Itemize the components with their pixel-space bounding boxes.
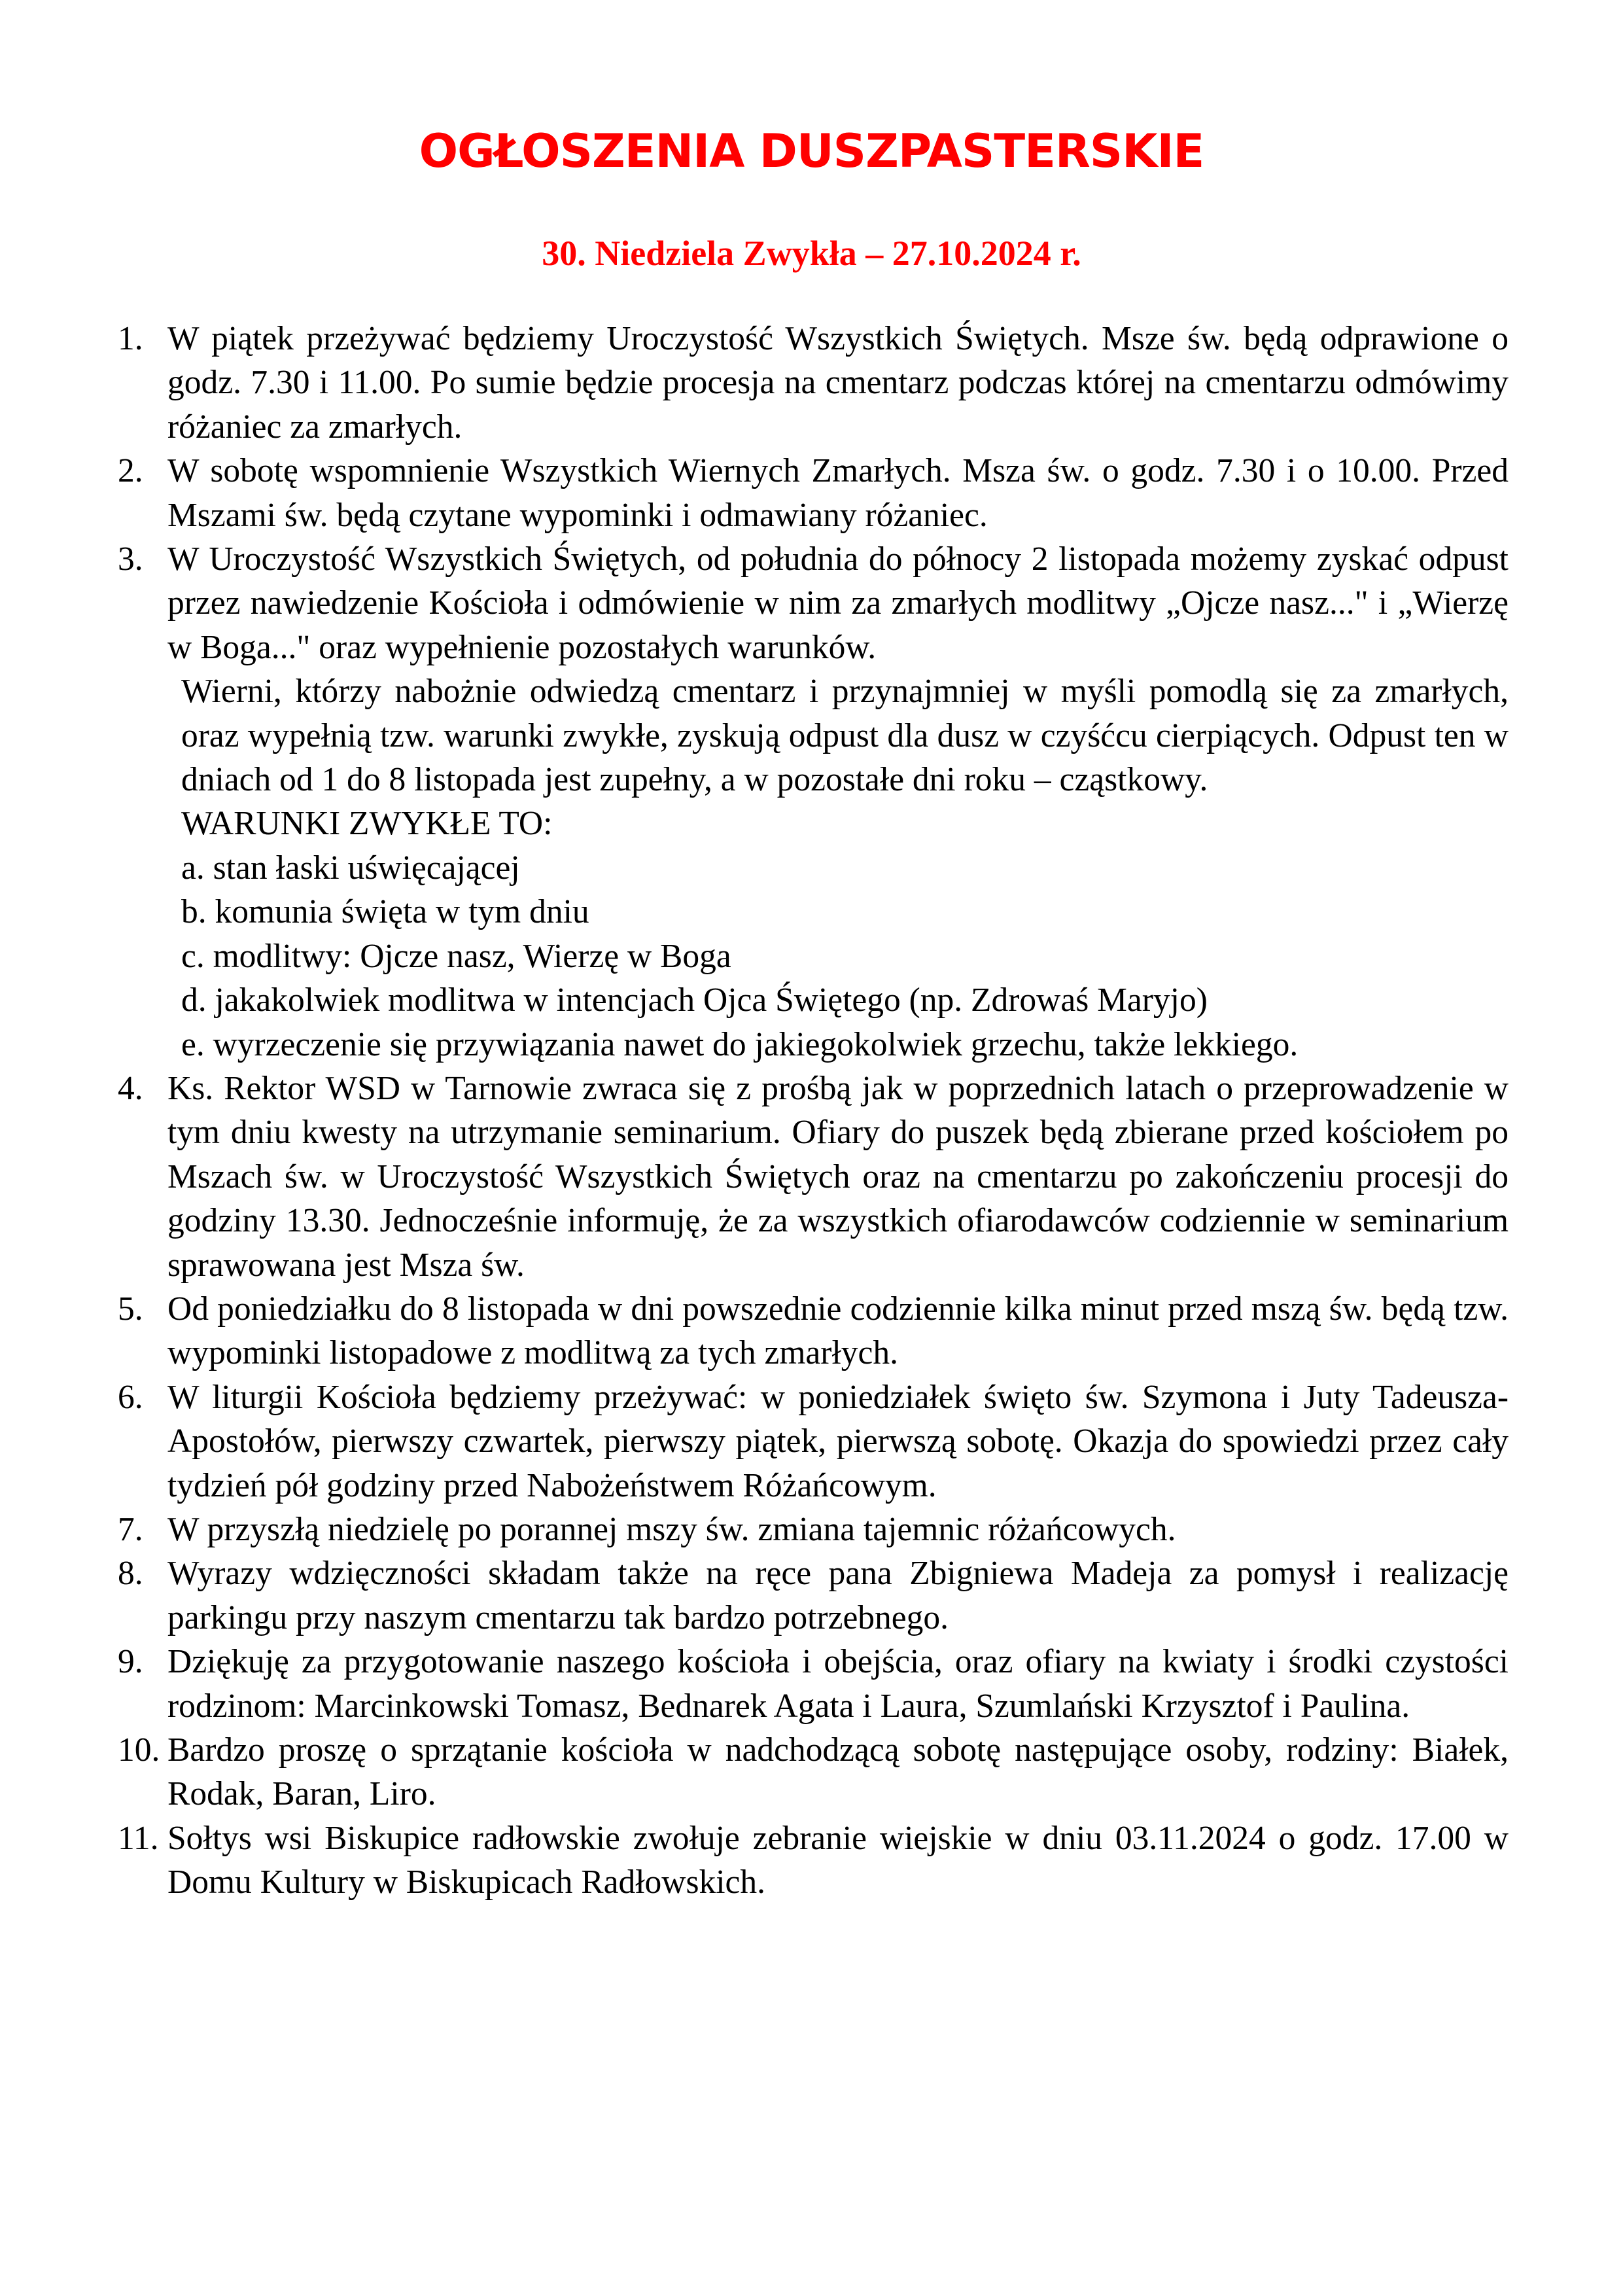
announcement-item-11 <box>118 1816 1509 1905</box>
condition-c: c. modlitwy: Ojcze nasz, Wierzę w Boga <box>181 937 731 975</box>
page-subtitle: 30. Niedziela Zwykła – 27.10.2024 r. <box>542 234 1081 273</box>
item-number: 2. <box>118 452 143 490</box>
item-number: 7. <box>118 1510 143 1548</box>
announcement-item-10 <box>118 1728 1509 1816</box>
announcement-item-6 <box>118 1375 1509 1508</box>
page-title: OGŁOSZENIA DUSZPASTERSKIE <box>419 124 1204 178</box>
condition-a: a. stan łaski uświęcającej <box>181 849 520 887</box>
item-text: Od poniedziałku do 8 listopada w dni powszednie codziennie kilka minut przed mszą św. będą tzw. wypominki listopadowe z modlitwą za tych zmarłych. <box>167 1290 1509 1372</box>
item-text: Bardzo proszę o sprzątanie kościoła w nadchodzącą sobotę następujące osoby, rodziny: Białek, Rodak, Baran, Liro. <box>167 1731 1509 1813</box>
announcement-item-3 <box>118 537 1509 1067</box>
item-number: 11. <box>118 1819 159 1857</box>
item-number: 1. <box>118 320 143 357</box>
item-text: Sołtys wsi Biskupice radłowskie zwołuje zebranie wiejskie w dniu 03.11.2024 o godz. 17.00 w Domu Kultury w Biskupicach Radłowskich. <box>167 1819 1509 1901</box>
announcement-item-1 <box>118 317 1509 449</box>
announcement-item-4 <box>118 1067 1509 1287</box>
item-number: 6. <box>118 1378 143 1416</box>
item-number: 10. <box>118 1731 160 1769</box>
item-number: 5. <box>118 1290 143 1328</box>
item-text: W sobotę wspomnienie Wszystkich Wiernych Zmarłych. Msza św. o godz. 7.30 i o 10.00. Przed Mszami św. będą czytane wypominki i odmawiany różaniec. <box>167 452 1509 534</box>
item-number: 9. <box>118 1643 143 1681</box>
item-text: W Uroczystość Wszystkich Świętych, od południa do północy 2 listopada możemy zyskać odpust przez nawiedzenie Kościoła i odmówienie w nim za zmarłych modlitwy „Ojcze nasz..." i „Wierzę w Boga..." oraz wypełnienie pozostałych warunków. <box>167 540 1509 666</box>
item-number: 4. <box>118 1069 143 1107</box>
item-text: Wyrazy wdzięczności składam także na ręce pana Zbigniewa Madeja za pomysł i realizację parkingu przy naszym cmentarzu tak bardzo potrzebnego. <box>167 1555 1509 1636</box>
announcement-item-7 <box>118 1508 1509 1551</box>
item-number: 3. <box>118 540 143 578</box>
condition-e: e. wyrzeczenie się przywiązania nawet do jakiegokolwiek grzechu, także lekkiego. <box>181 1025 1299 1063</box>
item-text: W przyszłą niedzielę po porannej mszy św. zmiana tajemnic różańcowych. <box>167 1510 1176 1548</box>
announcement-list <box>118 317 1509 1905</box>
item-number: 8. <box>118 1555 143 1593</box>
item-text: Dziękuję za przygotowanie naszego kościoła i obejścia, oraz ofiary na kwiaty i środki czystości rodzinom: Marcinkowski Tomasz, Bednarek Agata i Laura, Szumlański Krzysztof i Paulina. <box>167 1643 1509 1725</box>
announcement-item-2 <box>118 449 1509 537</box>
indulgence-details <box>167 669 1509 1067</box>
announcement-item-5 <box>118 1287 1509 1375</box>
condition-b: b. komunia święta w tym dniu <box>181 893 589 931</box>
announcement-item-9 <box>118 1640 1509 1728</box>
conditions-heading: WARUNKI ZWYKŁE TO: <box>181 805 553 843</box>
indulgence-paragraph: Wierni, którzy nabożnie odwiedzą cmentarz i przynajmniej w myśli pomodlą się za zmarłych, oraz wypełnią tzw. warunki zwykłe, zyskują odpust dla dusz w czyśćcu cierpiących. Odpust ten w dniach od 1 do 8 listopada jest zupełny, a w pozostałe dni roku – cząstkowy. <box>181 673 1509 799</box>
item-text: W piątek przeżywać będziemy Uroczystość Wszystkich Świętych. Msze św. będą odprawione o godz. 7.30 i 11.00. Po sumie będzie procesja na cmentarz podczas której na cmentarzu odmówimy różaniec za zmarłych. <box>167 320 1509 446</box>
item-text: Ks. Rektor WSD w Tarnowie zwraca się z prośbą jak w poprzednich latach o przeprowadzenie w tym dniu kwesty na utrzymanie seminarium. Ofiary do puszek będą zbierane przed kościołem po Mszach św. w Uroczystość Wszystkich Świętych oraz na cmentarzu po zakończeniu procesji do godziny 13.30. Jednocześnie informuję, że za wszystkich ofiarodawców codziennie w seminarium sprawowana jest Msza św. <box>167 1069 1509 1284</box>
condition-d: d. jakakolwiek modlitwa w intencjach Ojca Świętego (np. Zdrowaś Maryjo) <box>181 981 1208 1019</box>
item-text: W liturgii Kościoła będziemy przeżywać: w poniedziałek święto św. Szymona i Juty Tadeusza-Apostołów, pierwszy czwartek, pierwszy piątek, pierwszą sobotę. Okazja do spowiedzi przez cały tydzień pół godziny przed Nabożeństwem Różańcowym. <box>167 1378 1509 1504</box>
announcement-item-8 <box>118 1551 1509 1640</box>
